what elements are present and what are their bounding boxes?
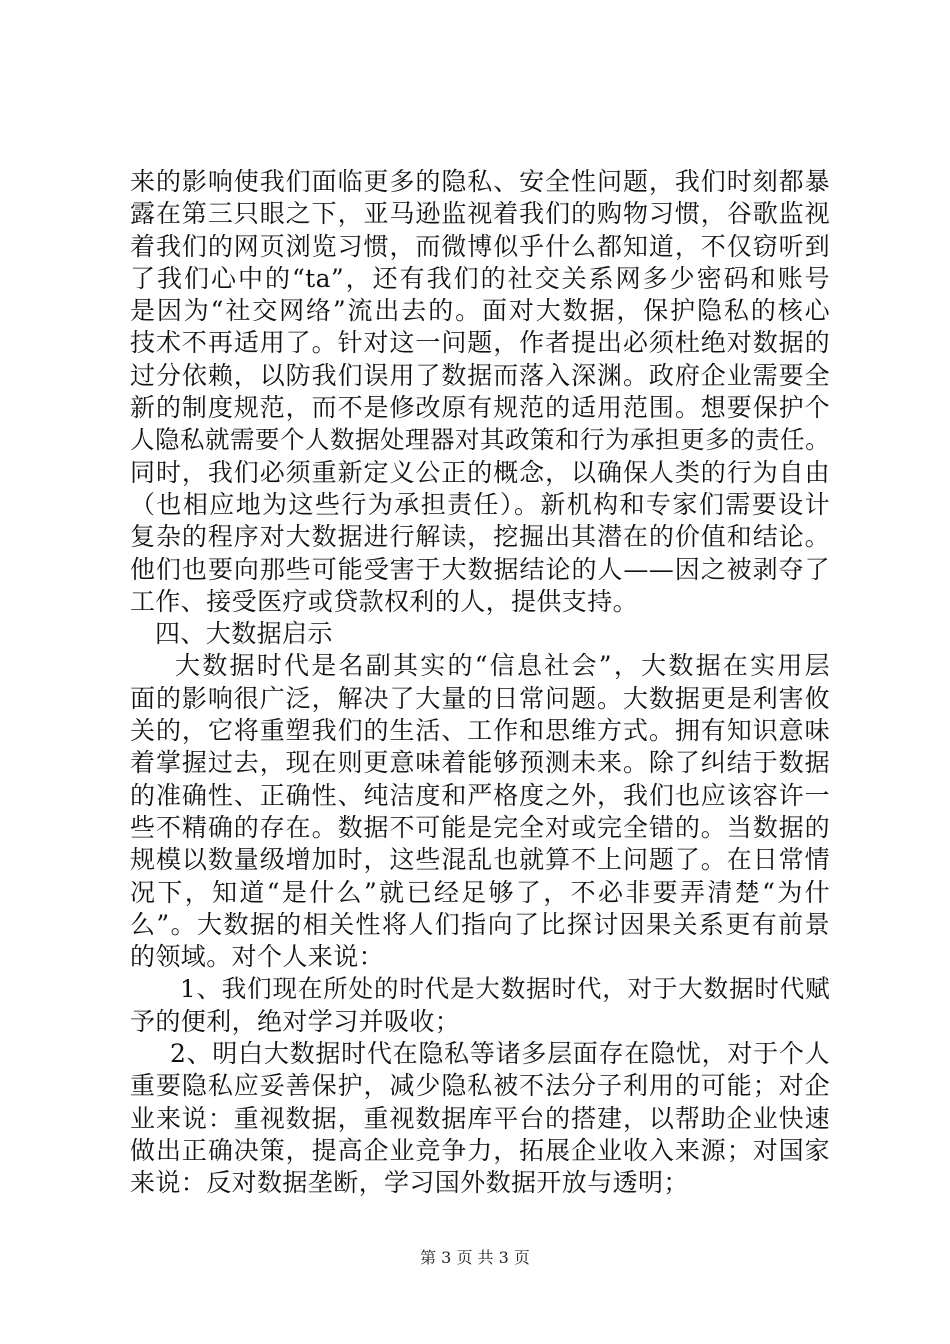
text-line: （也相应地为这些行为承担责任）。新机构和专家们需要设计 — [130, 489, 830, 519]
text-line: 了我们心中的“ta”，还有我们的社交关系网多少密码和账号 — [130, 263, 830, 293]
text-line: 露在第三只眼之下，亚马逊监视着我们的购物习惯，谷歌监视 — [130, 199, 830, 229]
text-line: 些不精确的存在。数据不可能是完全对或完全错的。当数据的 — [130, 812, 830, 842]
text-line: 是因为“社交网络”流出去的。面对大数据，保护隐私的核心 — [130, 296, 830, 326]
text-line: 做出正确决策，提高企业竞争力，拓展企业收入来源；对国家 — [130, 1135, 830, 1165]
document-body — [130, 166, 830, 1200]
text-line: 着掌握过去，现在则更意味着能够预测未来。除了纠结于数据 — [130, 748, 830, 778]
text-line: 过分依赖，以防我们误用了数据而落入深渊。政府企业需要全 — [130, 360, 830, 390]
list-item: 1、我们现在所处的时代是大数据时代，对于大数据时代赋 — [180, 974, 830, 1004]
text-line: 新的制度规范，而不是修改原有规范的适用范围。想要保护个 — [130, 393, 830, 423]
text-line: 他们也要向那些可能受害于大数据结论的人——因之被剥夺了 — [130, 554, 830, 584]
text-line: 人隐私就需要个人数据处理器对其政策和行为承担更多的责任。 — [130, 425, 830, 455]
section-heading: 四、大数据启示 — [155, 619, 333, 649]
text-line: 来的影响使我们面临更多的隐私、安全性问题，我们时刻都暴 — [130, 167, 830, 196]
text-line: 的准确性、正确性、纯洁度和严格度之外，我们也应该容许一 — [130, 780, 830, 810]
text-line: 着我们的网页浏览习惯，而微博似乎什么都知道，不仅窃听到 — [130, 231, 830, 261]
text-line: 大数据时代是名副其实的“信息社会”，大数据在实用层 — [175, 651, 830, 681]
text-line: 重要隐私应妥善保护，减少隐私被不法分子利用的可能；对企 — [130, 1071, 830, 1101]
text-line: 来说：反对数据垄断，学习国外数据开放与透明； — [130, 1168, 689, 1198]
list-item: 2、明白大数据时代在隐私等诸多层面存在隐忧，对于个人 — [170, 1039, 830, 1069]
text-line: 复杂的程序对大数据进行解读，挖掘出其潜在的价值和结论。 — [130, 522, 830, 552]
text-line: 关的，它将重塑我们的生活、工作和思维方式。拥有知识意味 — [130, 716, 830, 746]
text-line: 么”。大数据的相关性将人们指向了比探讨因果关系更有前景 — [130, 909, 830, 939]
page-number-footer: 第 3 页 共 3 页 — [420, 1248, 530, 1267]
text-line: 况下，知道“是什么”就已经足够了，不必非要弄清楚“为什 — [130, 877, 830, 907]
text-line: 面的影响很广泛，解决了大量的日常问题。大数据更是利害攸 — [130, 683, 830, 713]
text-line: 规模以数量级增加时，这些混乱也就算不上问题了。在日常情 — [130, 845, 830, 875]
text-line: 业来说：重视数据，重视数据库平台的搭建，以帮助企业快速 — [130, 1103, 830, 1133]
text-line: 技术不再适用了。针对这一问题，作者提出必须杜绝对数据的 — [130, 328, 830, 358]
text-line: 的领域。对个人来说： — [130, 942, 385, 972]
text-line: 同时，我们必须重新定义公正的概念，以确保人类的行为自由 — [130, 457, 830, 487]
text-line: 予的便利，绝对学习并吸收； — [130, 1006, 461, 1036]
text-line: 工作、接受医疗或贷款权利的人，提供支持。 — [130, 586, 639, 616]
